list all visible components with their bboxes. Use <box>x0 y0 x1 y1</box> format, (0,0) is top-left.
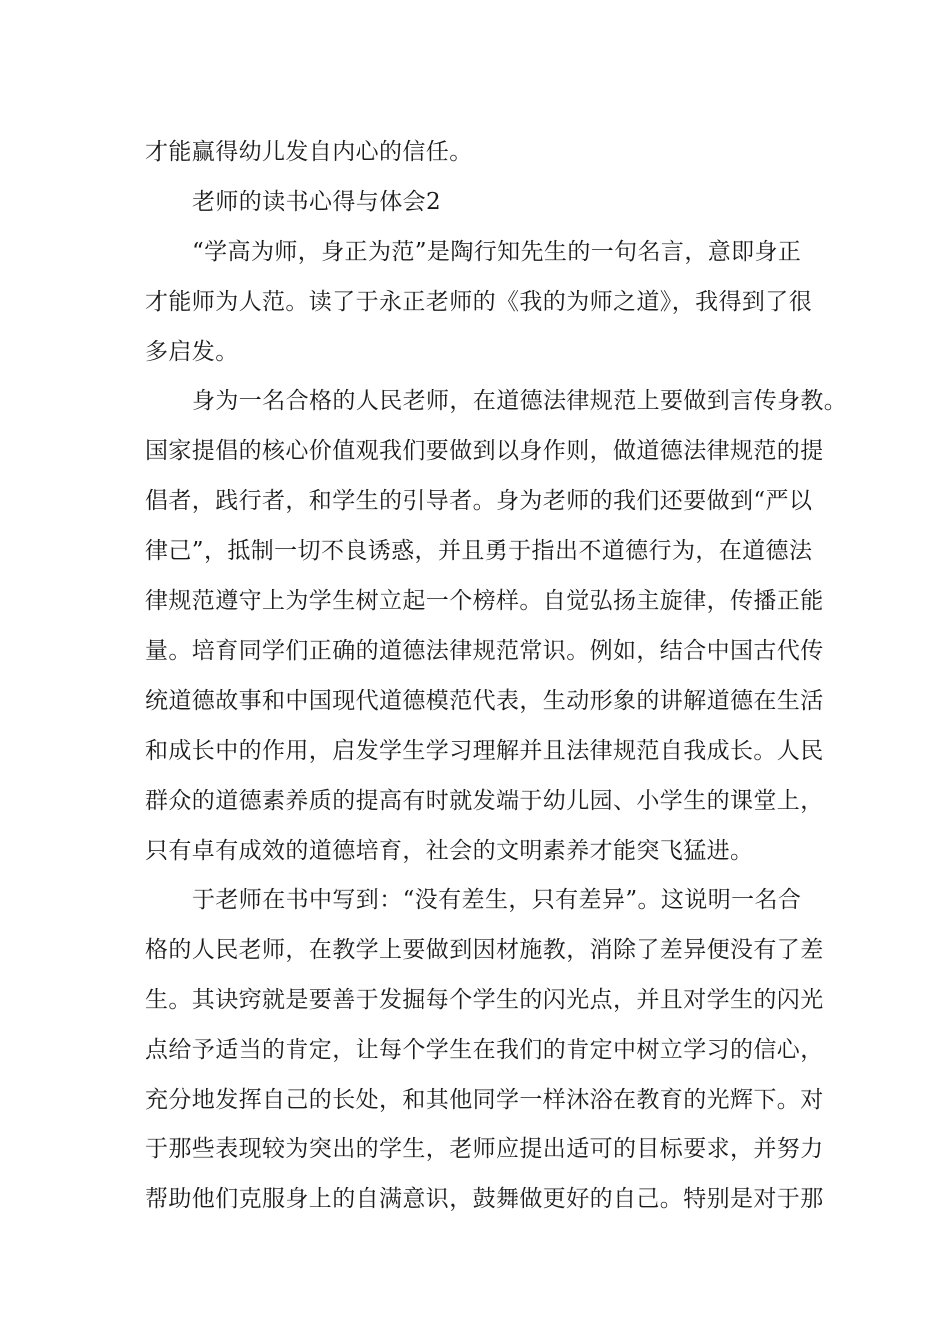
paragraph-line: 身为一名合格的人民老师，在道德法律规范上要做到言传身教。 <box>192 388 848 414</box>
paragraph-line: 和成长中的作用，启发学生学习理解并且法律规范自我成长。人民 <box>145 738 824 764</box>
paragraph-line: 于那些表现较为突出的学生，老师应提出适可的目标要求，并努力 <box>145 1136 824 1162</box>
paragraph-line: 帮助他们克服身上的自满意识，鼓舞做更好的自己。特别是对于那 <box>145 1186 824 1212</box>
paragraph-line: 统道德故事和中国现代道德模范代表，生动形象的讲解道德在生活 <box>145 688 824 714</box>
paragraph-line: 国家提倡的核心价值观我们要做到以身作则，做道德法律规范的提 <box>145 438 824 464</box>
paragraph-line: 量。培育同学们正确的道德法律规范常识。例如，结合中国古代传 <box>145 638 824 664</box>
paragraph-line: 倡者，践行者，和学生的引导者。身为老师的我们还要做到“严以 <box>145 488 813 514</box>
paragraph-line: 群众的道德素养质的提高有时就发端于幼儿园、小学生的课堂上， <box>145 788 824 814</box>
paragraph-line: “学高为师，身正为范”是陶行知先生的一句名言，意即身正 <box>192 239 802 265</box>
paragraph-line: 律己”，抵制一切不良诱惑，并且勇于指出不道德行为，在道德法 <box>145 538 813 564</box>
paragraph-line: 多启发。 <box>145 339 239 365</box>
paragraph-line: 律规范遵守上为学生树立起一个榜样。自觉弘扬主旋律，传播正能 <box>145 588 824 614</box>
paragraph-line: 才能师为人范。读了于永正老师的《我的为师之道》，我得到了很 <box>145 289 813 315</box>
paragraph-line: 才能赢得幼儿发自内心的信任。 <box>145 139 473 165</box>
section-heading: 老师的读书心得与体会2 <box>192 189 442 215</box>
paragraph-line: 充分地发挥自己的长处，和其他同学一样沐浴在教育的光辉下。对 <box>145 1087 824 1113</box>
paragraph-line: 点给予适当的肯定，让每个学生在我们的肯定中树立学习的信心， <box>145 1037 824 1063</box>
paragraph-line: 只有卓有成效的道德培育，社会的文明素养才能突飞猛进。 <box>145 838 754 864</box>
paragraph-line: 格的人民老师，在教学上要做到因材施教，消除了差异便没有了差 <box>145 937 824 963</box>
paragraph-line: 生。其诀窍就是要善于发掘每个学生的闪光点，并且对学生的闪光 <box>145 987 824 1013</box>
paragraph-line: 于老师在书中写到：“没有差生，只有差异”。这说明一名合 <box>192 887 802 913</box>
